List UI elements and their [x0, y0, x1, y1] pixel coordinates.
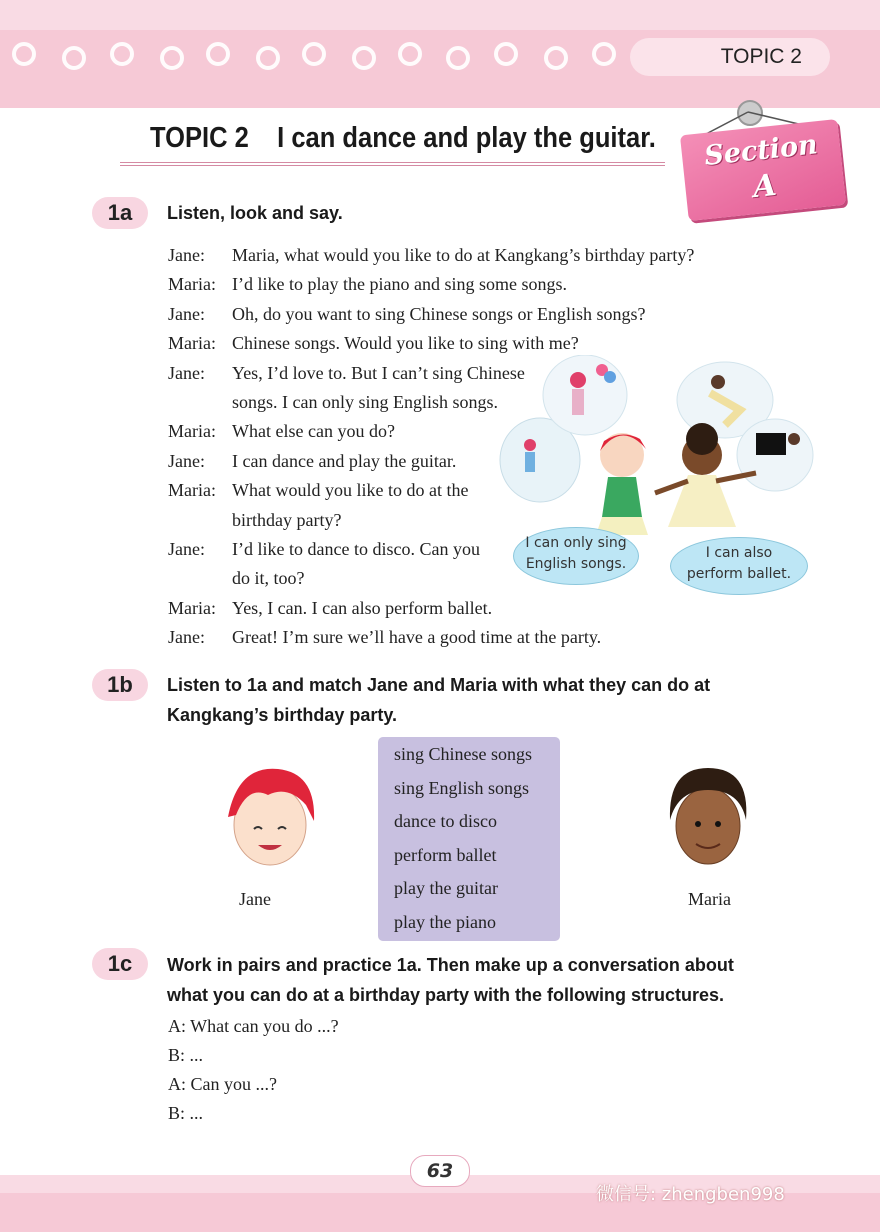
ring-icon [160, 46, 184, 70]
ring-icon [110, 42, 134, 66]
structure-line-1: A: What can you do ...? [168, 1016, 339, 1036]
dialogue-line: What would you like to do at the [232, 480, 469, 501]
speech-bubble-jane [513, 527, 639, 585]
section-letter: A [751, 167, 779, 206]
dialogue-speaker: Jane: [168, 627, 205, 648]
jane-portrait [218, 755, 322, 875]
title-underline [120, 162, 665, 166]
structure-line-3: A: Can you ...? [168, 1074, 277, 1094]
option-4: perform ballet [394, 845, 497, 865]
dialogue-speaker: Maria: [168, 480, 216, 501]
page-header-band [0, 0, 880, 108]
dialogue-speaker: Jane: [168, 450, 205, 471]
bubble-maria-line1: I can also [705, 545, 773, 561]
dialogue-line: Great! I’m sure we’ll have a good time at the party. [232, 627, 602, 648]
ring-icon [206, 42, 230, 66]
activity-options-box [378, 737, 560, 941]
dialogue-line: Yes, I’d love to. But I can’t sing Chinese [232, 362, 525, 383]
exercise-label-1c: 1c [92, 948, 148, 980]
dialogue-line: birthday party? [232, 509, 342, 530]
bubble-jane-line1: I can only sing [525, 535, 627, 551]
dialogue-line: do it, too? [232, 568, 305, 589]
dialogue-line: I’d like to dance to disco. Can you [232, 539, 480, 559]
page-title: TOPIC 2 I can dance and play the guitar. [150, 122, 656, 154]
exercise-label-1a: 1a [92, 197, 148, 229]
dialogue-speaker: Jane: [168, 539, 205, 559]
name-jane: Jane [239, 889, 271, 909]
option-6: play the piano [394, 912, 496, 932]
ring-icon [398, 42, 422, 66]
dialogue-speaker: Maria: [168, 597, 216, 618]
dialogue-line: I can dance and play the guitar. [232, 450, 457, 471]
dialogue-line: Yes, I can. I can also perform ballet. [232, 597, 493, 618]
ring-icon [12, 42, 36, 66]
option-3: dance to disco [394, 811, 497, 831]
instruction-1c-line2: what you can do at a birthday party with the following structures. [167, 985, 725, 1005]
exercise-label-1b: 1b [92, 669, 148, 701]
ring-icon [352, 46, 376, 70]
instruction-1b-line1: Listen to 1a and match Jane and Maria with what they can do at [167, 675, 711, 695]
dialogue-line: Oh, do you want to sing Chinese songs or English songs? [232, 303, 646, 324]
bubble-jane-line2: English songs. [525, 556, 627, 572]
option-1: sing Chinese songs [394, 744, 533, 764]
instruction-1a: Listen, look and say. [167, 203, 343, 223]
header-light-stripe [0, 0, 880, 30]
dialogue-line: Maria, what would you like to do at Kangkang’s birthday party? [232, 245, 695, 265]
dialogue-speaker: Maria: [168, 421, 216, 442]
maria-portrait [660, 760, 756, 875]
ring-icon [446, 46, 470, 70]
dialogue-line: Chinese songs. Would you like to sing with me? [232, 333, 579, 354]
instruction-1b-line2: Kangkang’s birthday party. [167, 705, 398, 725]
dialogue-line: What else can you do? [232, 421, 395, 442]
ring-icon [62, 46, 86, 70]
ring-icon [494, 42, 518, 66]
dialogue-speaker: Jane: [168, 303, 205, 324]
option-5: play the guitar [394, 878, 498, 898]
ring-icon [592, 42, 616, 66]
speech-bubble-maria [670, 537, 808, 595]
dialogue-speaker: Maria: [168, 274, 216, 295]
ring-icon [544, 46, 568, 70]
section-sign [680, 119, 846, 221]
topic-tab: TOPIC 2 [630, 38, 830, 76]
page-number: 63 [410, 1155, 470, 1187]
dialogue-speaker: Maria: [168, 333, 216, 354]
wechat-watermark: 微信号: zhengben998 [596, 1184, 785, 1205]
ring-icon [302, 42, 326, 66]
structure-line-4: B: ... [168, 1103, 204, 1123]
dialogue-speaker: Jane: [168, 362, 205, 383]
dialogue-speaker: Jane: [168, 245, 205, 265]
instruction-1c-line1: Work in pairs and practice 1a. Then make up a conversation about [167, 955, 734, 975]
ring-icon [256, 46, 280, 70]
section-word: Section [702, 129, 820, 172]
option-2: sing English songs [394, 778, 530, 798]
dialogue-line: songs. I can only sing English songs. [232, 392, 499, 412]
dialogue-line: I’d like to play the piano and sing some songs. [232, 274, 567, 295]
structure-line-2: B: ... [168, 1045, 204, 1065]
bubble-maria-line2: perform ballet. [686, 566, 792, 582]
name-maria: Maria [688, 889, 731, 909]
